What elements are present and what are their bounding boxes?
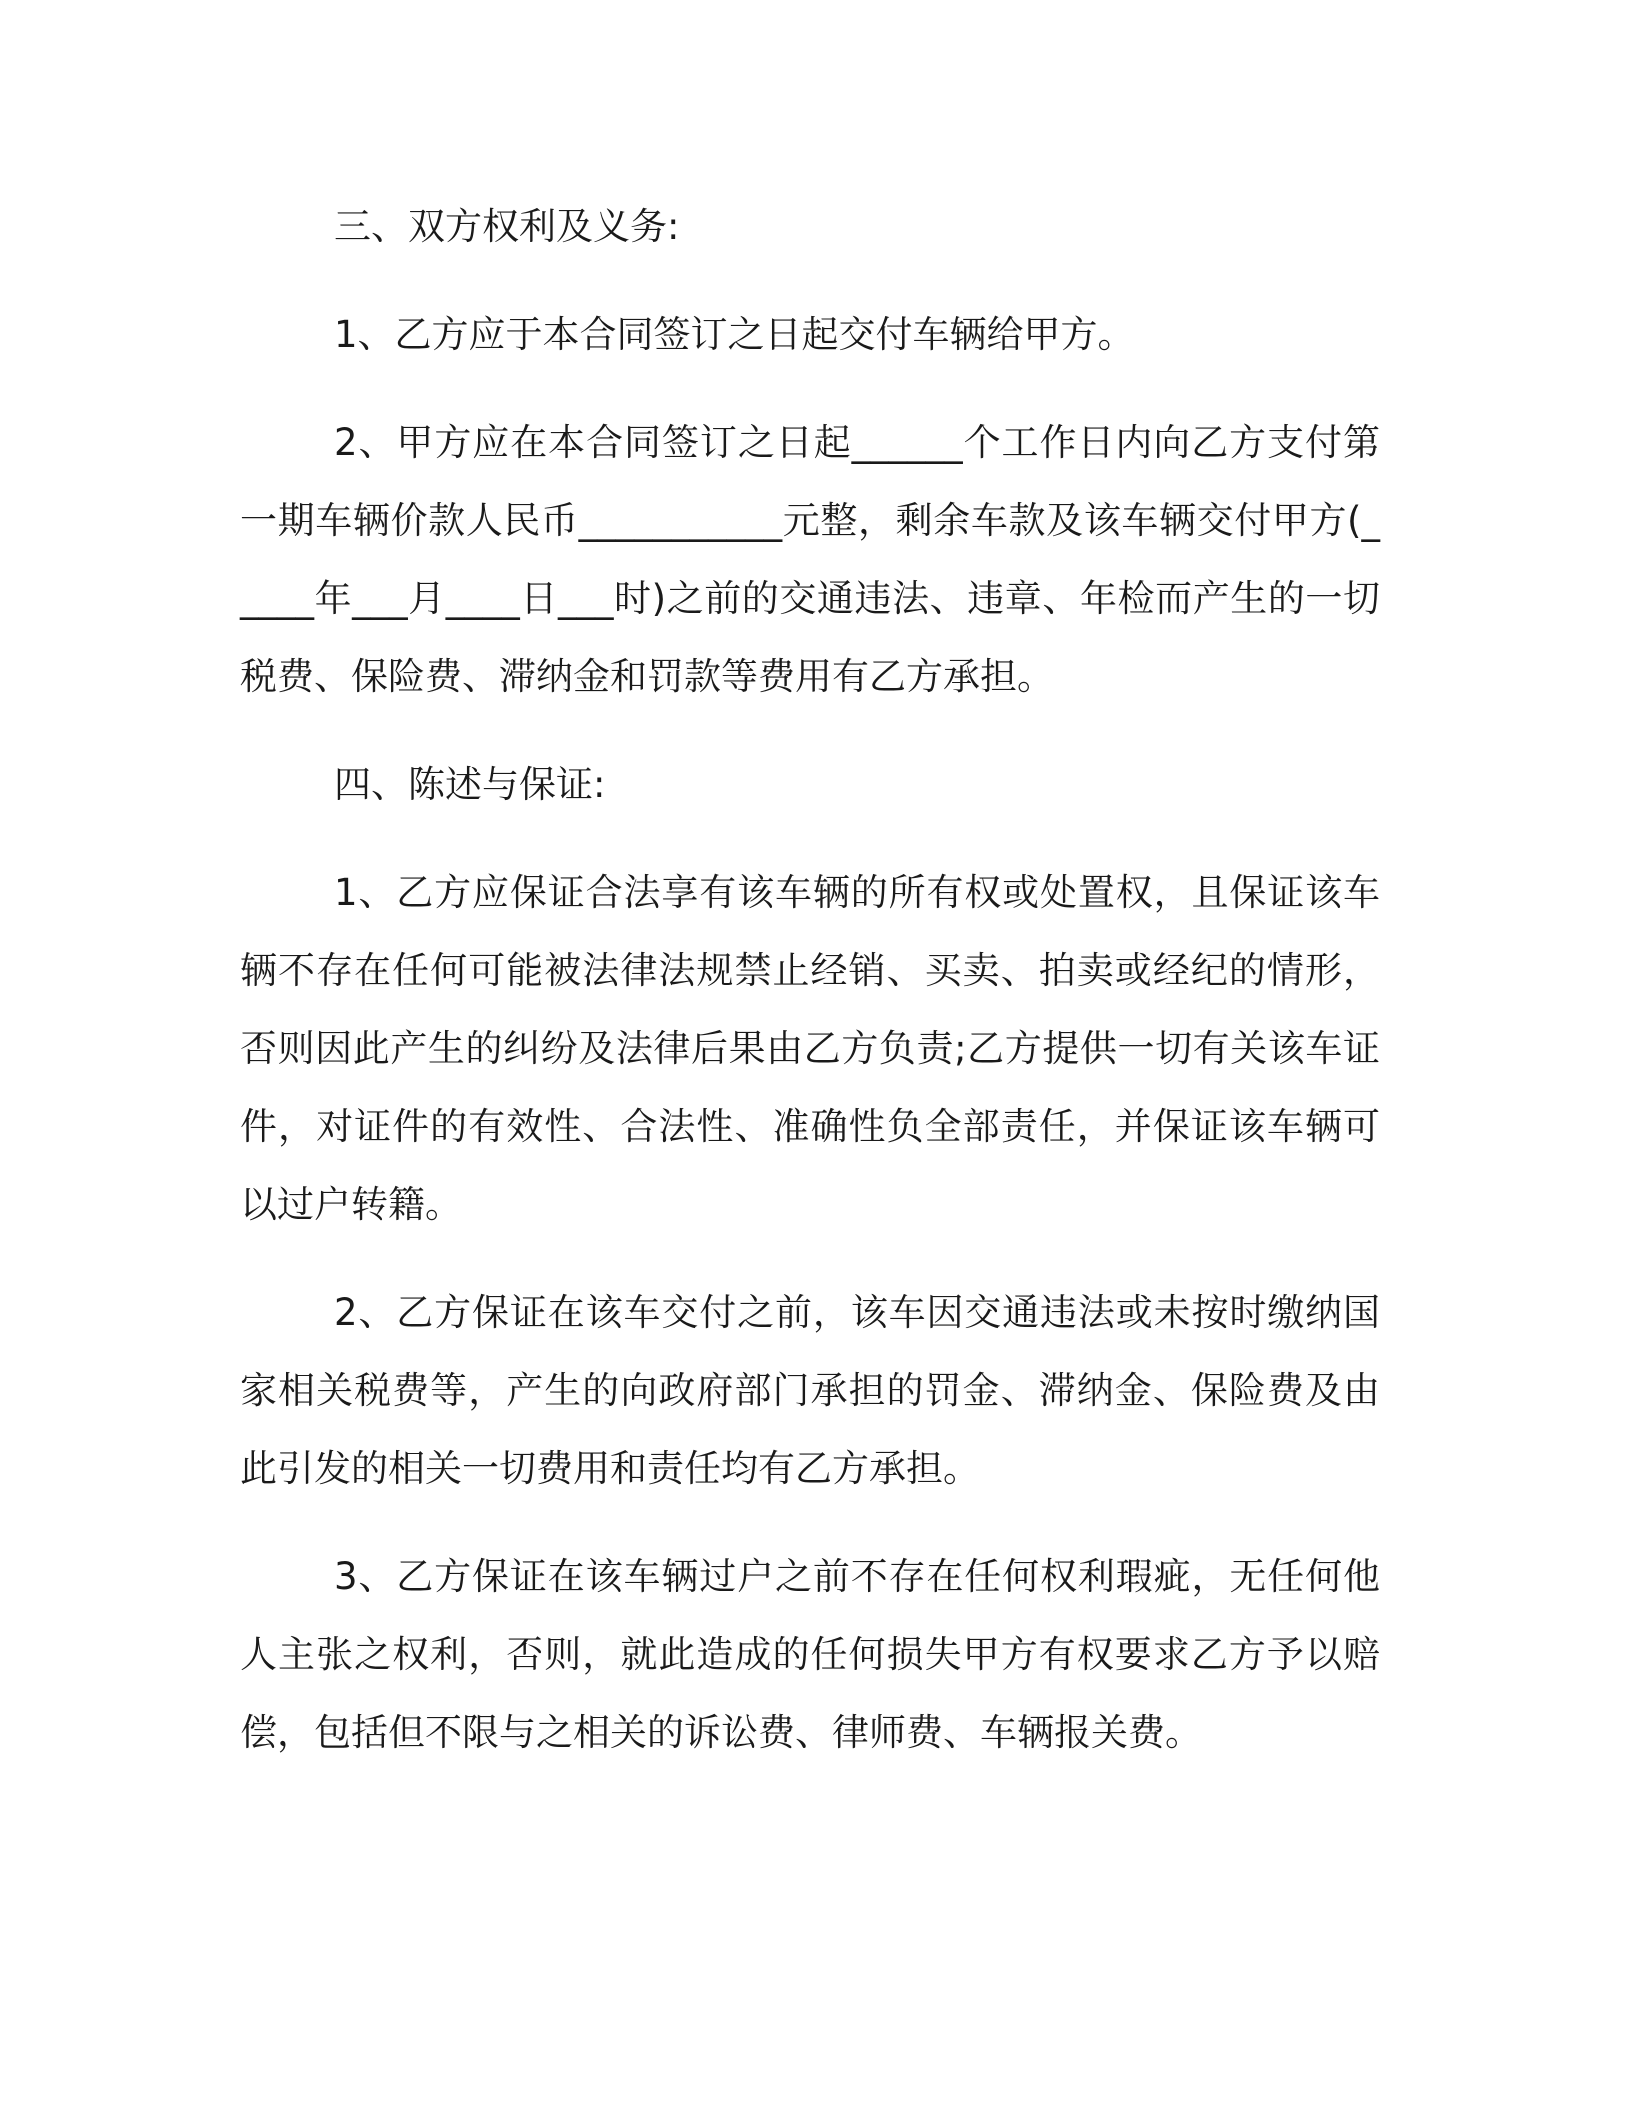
section-3-item-2: 2、甲方应在本合同签订之日起______个工作日内向乙方支付第一期车辆价款人民币___________元整，剩余车款及该车辆交付甲方(_____年___月____日___时)之前的交通违法、违章、年检而产生的一切税费、保险费、滞纳金和罚款等费用有乙方承担。 — [240, 421, 1380, 698]
section-3-heading: 三、双方权利及义务: — [334, 205, 680, 248]
section-4-item-2: 2、乙方保证在该车交付之前，该车因交通违法或未按时缴纳国家相关税费等，产生的向政府部门承担的罚金、滞纳金、保险费及由此引发的相关一切费用和责任均有乙方承担。 — [240, 1291, 1380, 1490]
section-4-heading: 四、陈述与保证: — [334, 763, 606, 806]
document-page — [240, 188, 1380, 1772]
section-3-item-1: 1、乙方应于本合同签订之日起交付车辆给甲方。 — [334, 313, 1135, 356]
section-4-item-3: 3、乙方保证在该车辆过户之前不存在任何权利瑕疵，无任何他人主张之权利，否则，就此造成的任何损失甲方有权要求乙方予以赔偿，包括但不限与之相关的诉讼费、律师费、车辆报关费。 — [240, 1555, 1380, 1754]
section-4-item-1: 1、乙方应保证合法享有该车辆的所有权或处置权，且保证该车辆不存在任何可能被法律法规禁止经销、买卖、拍卖或经纪的情形，否则因此产生的纠纷及法律后果由乙方负责;乙方提供一切有关该车证件，对证件的有效性、合法性、准确性负全部责任，并保证该车辆可以过户转籍。 — [240, 871, 1380, 1226]
